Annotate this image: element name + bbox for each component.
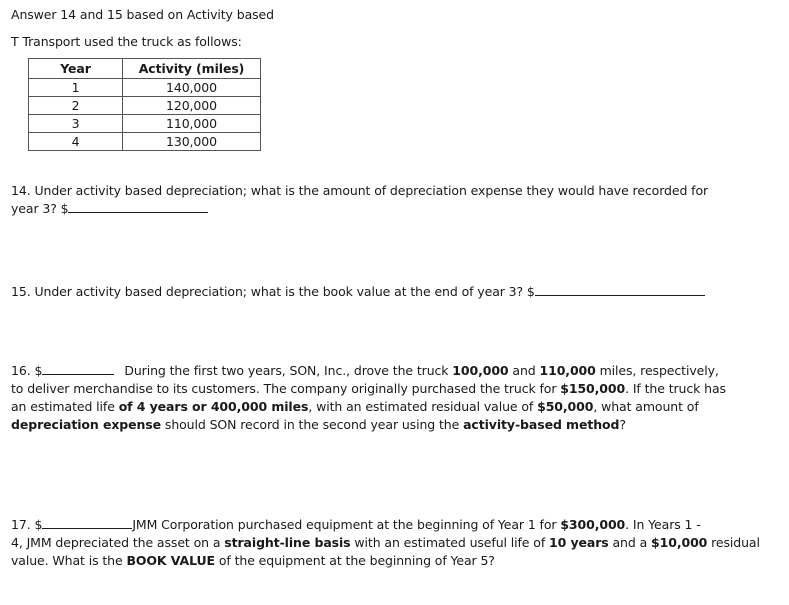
question-17-line2 [11, 534, 760, 552]
q16-text: and [508, 363, 540, 378]
q16-text: should SON record in the second year using the [161, 417, 464, 432]
q17-cost: $300,000 [560, 517, 626, 532]
table-row [29, 115, 261, 133]
q16-text: . If the truck has [625, 381, 726, 396]
q16-depreciation-expense: depreciation expense [11, 417, 162, 432]
cell-miles: 130,000 [123, 133, 261, 151]
q16-text: , with an estimated residual value of [308, 399, 538, 414]
q16-miles-year1: 100,000 [452, 363, 509, 378]
q17-life: 10 years [549, 535, 609, 550]
question-14-line2 [11, 200, 208, 218]
question-15 [11, 283, 705, 301]
answer-blank-14[interactable] [68, 200, 208, 213]
q17-text: with an estimated useful life of [350, 535, 549, 550]
q17-book-value: BOOK VALUE [126, 553, 215, 568]
cell-miles: 140,000 [123, 79, 261, 97]
q17-residual: $10,000 [651, 535, 708, 550]
answer-blank-16[interactable] [42, 362, 114, 375]
question-17-line3 [11, 552, 495, 570]
q17-text: residual [707, 535, 760, 550]
q16-text: miles, respectively, [595, 363, 719, 378]
q16-text: ? [619, 417, 626, 432]
q16-text: , what amount of [593, 399, 699, 414]
question-14-prompt: year 3? $ [11, 201, 69, 216]
q17-text: . In Years 1 - [625, 517, 701, 532]
q17-text: value. What is the [11, 553, 127, 568]
answer-blank-15[interactable] [535, 283, 705, 296]
question-17-number: 17. $ [11, 517, 43, 532]
column-header-year: Year [29, 59, 123, 79]
cell-miles: 110,000 [123, 115, 261, 133]
table-row [29, 79, 261, 97]
q16-cost: $150,000 [560, 381, 626, 396]
question-16-number: 16. $ [11, 363, 43, 378]
q17-text: and a [608, 535, 652, 550]
intro-text: T Transport used the truck as follows: [11, 34, 242, 49]
q17-method: straight-line basis [224, 535, 351, 550]
q16-text: to deliver merchandise to its customers. The company originally purchased the truck for [11, 381, 561, 396]
cell-miles: 120,000 [123, 97, 261, 115]
instruction-text: Answer 14 and 15 based on Activity based [11, 7, 274, 22]
q16-text: an estimated life [11, 399, 119, 414]
q17-text: 4, JMM depreciated the asset on a [11, 535, 225, 550]
cell-year: 3 [29, 115, 123, 133]
question-16-line2 [11, 380, 726, 398]
cell-year: 4 [29, 133, 123, 151]
question-14-line1: 14. Under activity based depreciation; what is the amount of depreciation expense they would have recorded for [11, 183, 709, 198]
table-row [29, 97, 261, 115]
activity-table [28, 58, 261, 151]
cell-year: 2 [29, 97, 123, 115]
q16-residual: $50,000 [537, 399, 594, 414]
q16-method: activity-based method [463, 417, 620, 432]
cell-year: 1 [29, 79, 123, 97]
q16-miles-year2: 110,000 [539, 363, 596, 378]
q16-text: During the first two years, SON, Inc., drove the truck [124, 363, 453, 378]
q16-life: of 4 years or 400,000 miles [118, 399, 309, 414]
question-16-line4 [11, 416, 626, 434]
table-header-row [29, 59, 261, 79]
answer-blank-17[interactable] [42, 516, 132, 529]
q17-text: of the equipment at the beginning of Year 5? [214, 553, 495, 568]
question-17-line1 [11, 516, 701, 534]
question-16-line3 [11, 398, 699, 416]
column-header-activity: Activity (miles) [123, 59, 261, 79]
table-row [29, 133, 261, 151]
question-15-prompt: 15. Under activity based depreciation; what is the book value at the end of year 3? $ [11, 284, 535, 299]
q17-text: JMM Corporation purchased equipment at the beginning of Year 1 for [132, 517, 561, 532]
question-16-line1 [11, 362, 719, 380]
